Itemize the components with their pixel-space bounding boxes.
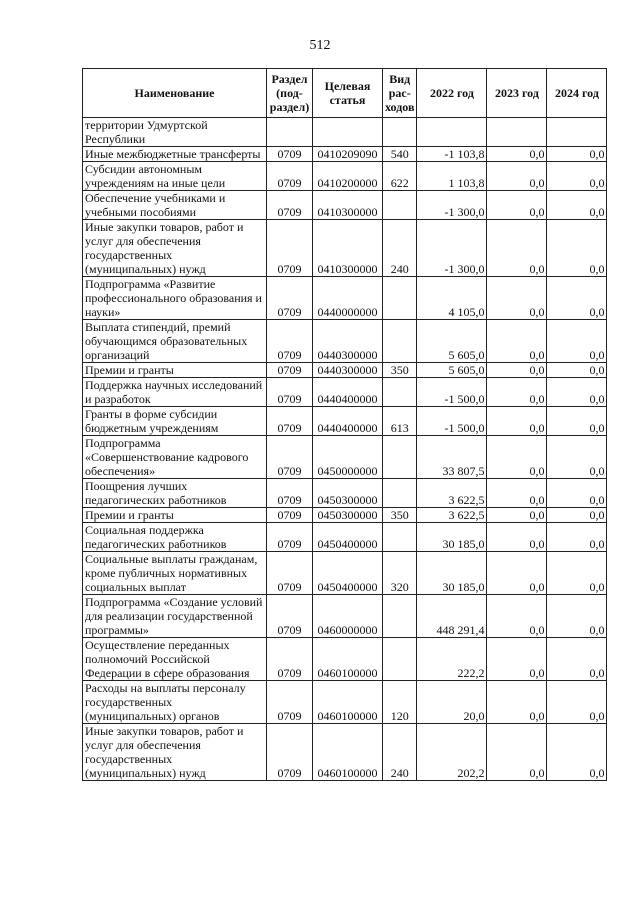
cell-section: 0709: [267, 162, 313, 191]
cell-name: Премии и гранты: [83, 363, 267, 378]
cell-2024: [547, 118, 607, 147]
cell-name: Подпрограмма «Развитие профессионального образования и науки»: [83, 277, 267, 320]
cell-2024: 0,0: [547, 508, 607, 523]
cell-kind: 540: [383, 147, 417, 162]
cell-kind: 622: [383, 162, 417, 191]
header-kind: Вид рас-ходов: [383, 69, 417, 118]
cell-section: 0709: [267, 147, 313, 162]
cell-2023: 0,0: [487, 191, 547, 220]
header-2024: 2024 год: [547, 69, 607, 118]
cell-2024: 0,0: [547, 638, 607, 681]
cell-2024: 0,0: [547, 277, 607, 320]
cell-2022: 3 622,5: [417, 508, 487, 523]
cell-section: 0709: [267, 523, 313, 552]
page-number: 512: [309, 38, 331, 53]
table-row: [83, 479, 607, 508]
cell-section: 0709: [267, 320, 313, 363]
cell-name: Социальная поддержка педагогических работников: [83, 523, 267, 552]
cell-2022: 3 622,5: [417, 479, 487, 508]
cell-2023: 0,0: [487, 508, 547, 523]
cell-target: 0450400000: [313, 523, 383, 552]
cell-section: 0709: [267, 508, 313, 523]
cell-2023: 0,0: [487, 552, 547, 595]
cell-2022: 5 605,0: [417, 320, 487, 363]
cell-target: 0440400000: [313, 407, 383, 436]
cell-section: 0709: [267, 378, 313, 407]
cell-2024: 0,0: [547, 363, 607, 378]
cell-name: Выплата стипендий, премий обучающимся образовательных организаций: [83, 320, 267, 363]
cell-name: Поддержка научных исследований и разработок: [83, 378, 267, 407]
table-row: [83, 162, 607, 191]
cell-section: 0709: [267, 436, 313, 479]
cell-target: 0450300000: [313, 479, 383, 508]
header-section: Раздел (под-раздел): [267, 69, 313, 118]
cell-section: 0709: [267, 277, 313, 320]
cell-kind: 120: [383, 681, 417, 724]
table-row: [83, 724, 607, 781]
cell-target: 0440300000: [313, 363, 383, 378]
cell-kind: [383, 191, 417, 220]
cell-name: Обеспечение учебниками и учебными пособиями: [83, 191, 267, 220]
header-2022: 2022 год: [417, 69, 487, 118]
cell-2024: 0,0: [547, 479, 607, 508]
cell-kind: [383, 479, 417, 508]
cell-name: Гранты в форме субсидии бюджетным учреждениям: [83, 407, 267, 436]
cell-kind: [383, 320, 417, 363]
cell-kind: [383, 595, 417, 638]
cell-2022: 5 605,0: [417, 363, 487, 378]
cell-kind: 350: [383, 363, 417, 378]
cell-2023: 0,0: [487, 681, 547, 724]
table-row: [83, 147, 607, 162]
cell-target: [313, 118, 383, 147]
header-2023: 2023 год: [487, 69, 547, 118]
cell-2022: -1 300,0: [417, 220, 487, 277]
cell-kind: 240: [383, 220, 417, 277]
table-row: [83, 508, 607, 523]
cell-name: Иные межбюджетные трансферты: [83, 147, 267, 162]
cell-kind: 320: [383, 552, 417, 595]
table-row: [83, 378, 607, 407]
cell-section: 0709: [267, 681, 313, 724]
cell-2023: 0,0: [487, 162, 547, 191]
cell-name: Иные закупки товаров, работ и услуг для обеспечения государственных (муниципальных) нужд: [83, 220, 267, 277]
cell-name: Осуществление переданных полномочий Российской Федерации в сфере образования: [83, 638, 267, 681]
cell-section: 0709: [267, 638, 313, 681]
cell-2024: 0,0: [547, 681, 607, 724]
cell-2024: 0,0: [547, 595, 607, 638]
cell-target: 0410300000: [313, 191, 383, 220]
cell-2023: 0,0: [487, 523, 547, 552]
cell-kind: [383, 436, 417, 479]
cell-name: Подпрограмма «Совершенствование кадрового обеспечения»: [83, 436, 267, 479]
table-row: [83, 595, 607, 638]
table-row: [83, 552, 607, 595]
table-row: [83, 220, 607, 277]
cell-2023: 0,0: [487, 147, 547, 162]
cell-2024: 0,0: [547, 552, 607, 595]
table-row: [83, 681, 607, 724]
cell-2023: 0,0: [487, 595, 547, 638]
table-row: [83, 363, 607, 378]
cell-target: 0460100000: [313, 724, 383, 781]
cell-2024: 0,0: [547, 320, 607, 363]
cell-2023: 0,0: [487, 320, 547, 363]
cell-name: Поощрения лучших педагогических работников: [83, 479, 267, 508]
table-row: [83, 191, 607, 220]
cell-section: 0709: [267, 552, 313, 595]
cell-section: 0709: [267, 407, 313, 436]
cell-name: Подпрограмма «Создание условий для реализации государственной программы»: [83, 595, 267, 638]
budget-table: [82, 68, 607, 781]
table-row: [83, 118, 607, 147]
cell-name: Социальные выплаты гражданам, кроме публичных нормативных социальных выплат: [83, 552, 267, 595]
table-row: [83, 407, 607, 436]
cell-name: территории Удмуртской Республики: [83, 118, 267, 147]
cell-2022: -1 500,0: [417, 378, 487, 407]
cell-2022: 4 105,0: [417, 277, 487, 320]
cell-kind: 350: [383, 508, 417, 523]
cell-2023: [487, 118, 547, 147]
cell-2022: 33 807,5: [417, 436, 487, 479]
cell-section: [267, 118, 313, 147]
cell-2024: 0,0: [547, 147, 607, 162]
cell-kind: [383, 638, 417, 681]
cell-2022: 30 185,0: [417, 523, 487, 552]
cell-2022: 1 103,8: [417, 162, 487, 191]
cell-name: Субсидии автономным учреждениям на иные цели: [83, 162, 267, 191]
cell-target: 0440000000: [313, 277, 383, 320]
header-target: Целевая статья: [313, 69, 383, 118]
cell-2024: 0,0: [547, 523, 607, 552]
cell-2022: 30 185,0: [417, 552, 487, 595]
cell-kind: [383, 277, 417, 320]
table-header-row: [83, 69, 607, 118]
cell-2023: 0,0: [487, 277, 547, 320]
cell-2022: -1 103,8: [417, 147, 487, 162]
cell-target: 0460100000: [313, 638, 383, 681]
cell-2022: [417, 118, 487, 147]
header-name: Наименование: [83, 69, 267, 118]
table-row: [83, 277, 607, 320]
cell-2022: 20,0: [417, 681, 487, 724]
cell-2024: 0,0: [547, 191, 607, 220]
cell-target: 0410200000: [313, 162, 383, 191]
table-row: [83, 523, 607, 552]
cell-2022: -1 300,0: [417, 191, 487, 220]
cell-2022: 202,2: [417, 724, 487, 781]
table-row: [83, 638, 607, 681]
cell-target: 0450300000: [313, 508, 383, 523]
cell-kind: [383, 118, 417, 147]
cell-2023: 0,0: [487, 479, 547, 508]
cell-target: 0440400000: [313, 378, 383, 407]
cell-target: 0460100000: [313, 681, 383, 724]
cell-kind: [383, 523, 417, 552]
cell-name: Иные закупки товаров, работ и услуг для обеспечения государственных (муниципальных) нужд: [83, 724, 267, 781]
cell-section: 0709: [267, 363, 313, 378]
cell-2024: 0,0: [547, 724, 607, 781]
cell-section: 0709: [267, 220, 313, 277]
cell-kind: [383, 378, 417, 407]
cell-target: 0460000000: [313, 595, 383, 638]
cell-2023: 0,0: [487, 724, 547, 781]
table-row: [83, 436, 607, 479]
table-row: [83, 320, 607, 363]
cell-2024: 0,0: [547, 162, 607, 191]
cell-2022: -1 500,0: [417, 407, 487, 436]
cell-section: 0709: [267, 595, 313, 638]
cell-target: 0450000000: [313, 436, 383, 479]
cell-2023: 0,0: [487, 638, 547, 681]
cell-kind: 240: [383, 724, 417, 781]
cell-target: 0410300000: [313, 220, 383, 277]
cell-2022: 222,2: [417, 638, 487, 681]
cell-name: Премии и гранты: [83, 508, 267, 523]
cell-2023: 0,0: [487, 378, 547, 407]
cell-name: Расходы на выплаты персоналу государственных (муниципальных) органов: [83, 681, 267, 724]
cell-2024: 0,0: [547, 378, 607, 407]
cell-2022: 448 291,4: [417, 595, 487, 638]
cell-2024: 0,0: [547, 407, 607, 436]
cell-section: 0709: [267, 191, 313, 220]
cell-target: 0410209090: [313, 147, 383, 162]
cell-target: 0440300000: [313, 320, 383, 363]
cell-2024: 0,0: [547, 220, 607, 277]
cell-2023: 0,0: [487, 220, 547, 277]
cell-section: 0709: [267, 479, 313, 508]
cell-2023: 0,0: [487, 407, 547, 436]
cell-kind: 613: [383, 407, 417, 436]
cell-target: 0450400000: [313, 552, 383, 595]
cell-2023: 0,0: [487, 436, 547, 479]
cell-2023: 0,0: [487, 363, 547, 378]
cell-section: 0709: [267, 724, 313, 781]
cell-2024: 0,0: [547, 436, 607, 479]
